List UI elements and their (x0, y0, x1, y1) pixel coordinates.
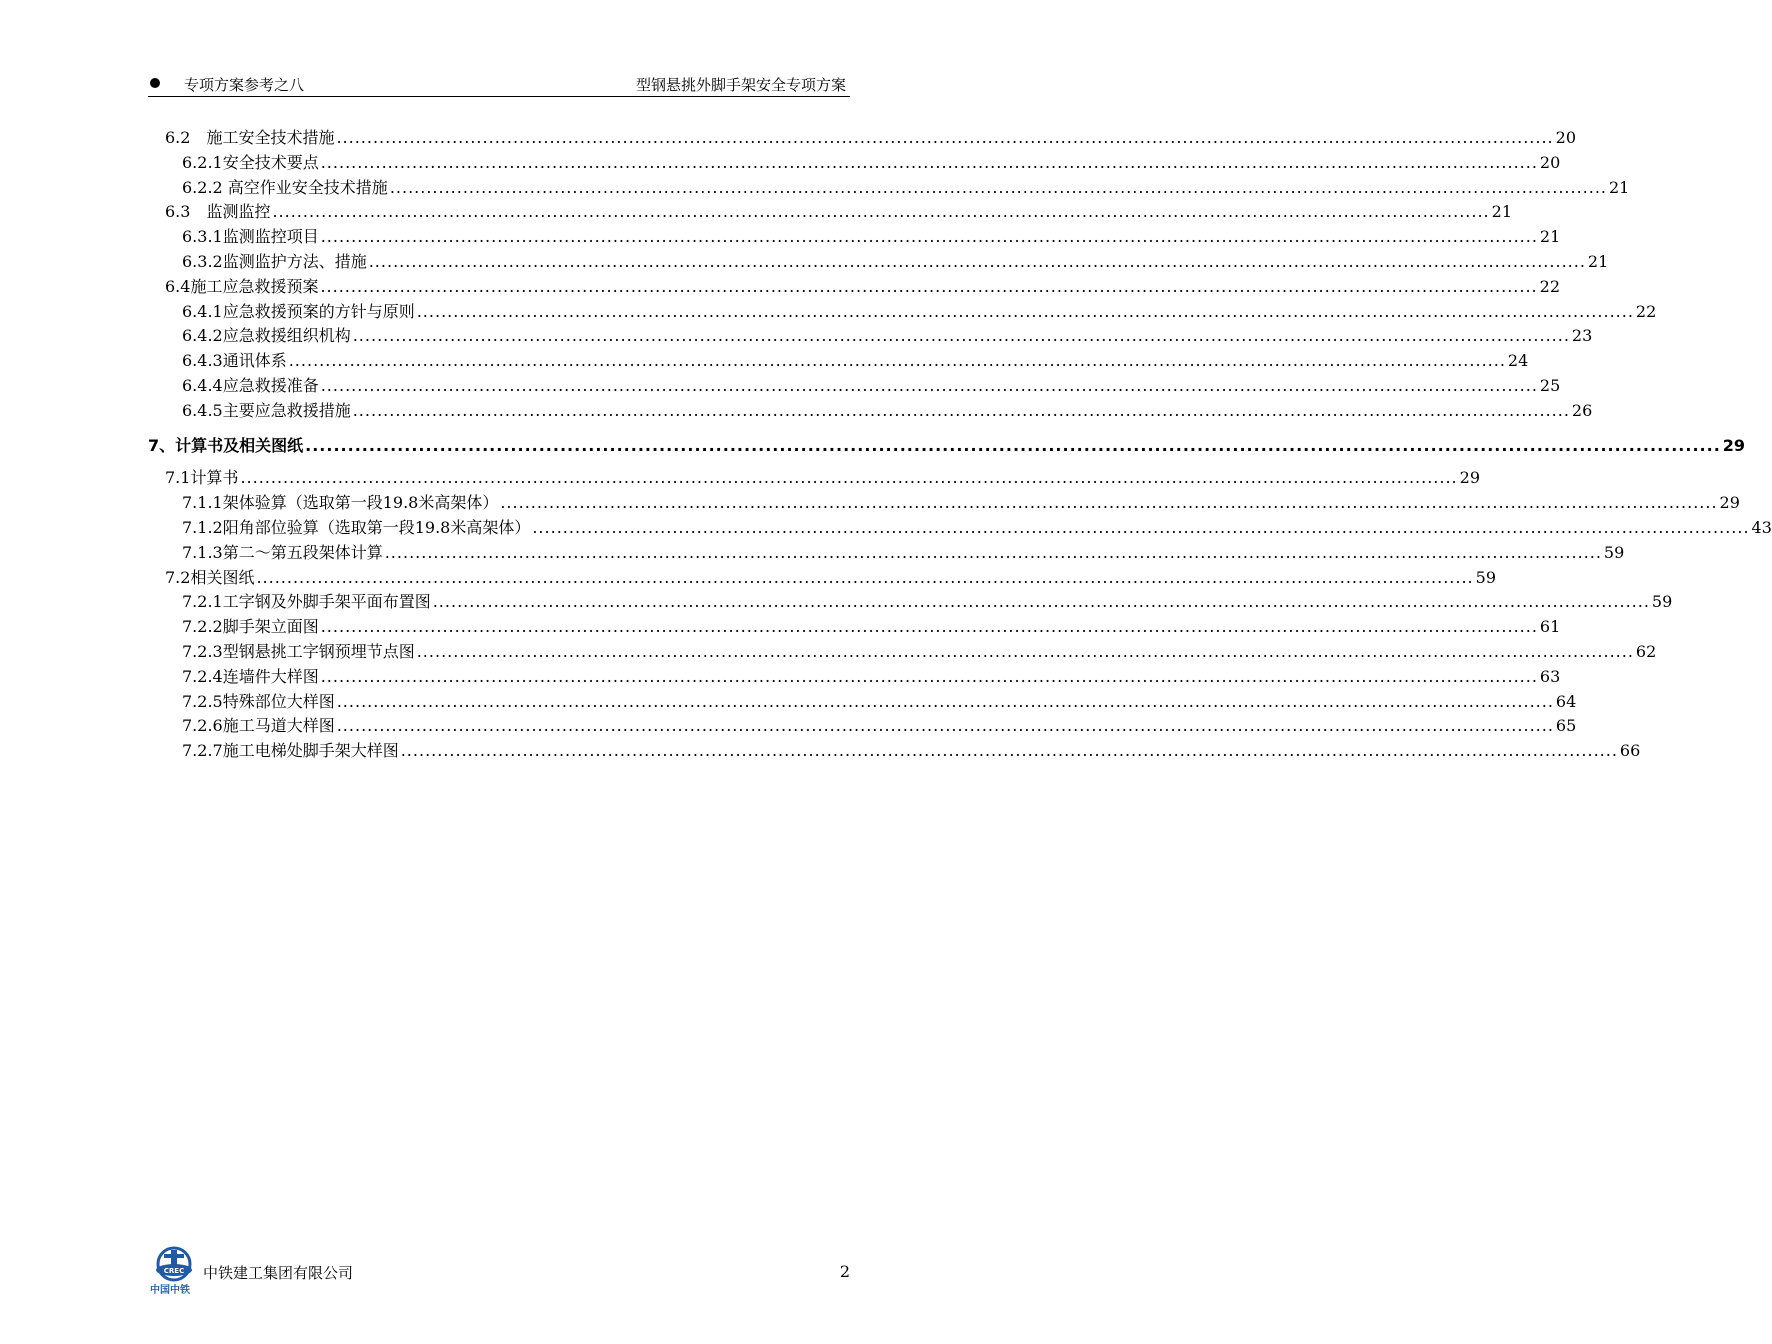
toc-entry[interactable] (182, 325, 1593, 347)
toc-leader-dots: ........................................................................................................................................................................................................ (320, 276, 1538, 296)
toc-leader-dots: ........................................................................................................................................................................................................ (400, 741, 1618, 761)
bullet-icon (150, 78, 160, 88)
toc-entry-page: 29 (1722, 435, 1746, 455)
toc-entry-title: 6.2.2 高空作业安全技术措施 (182, 177, 388, 197)
toc-entry[interactable] (165, 276, 1560, 298)
toc-entry-page: 22 (1539, 276, 1560, 296)
toc-entry-page: 20 (1539, 152, 1561, 172)
toc-entry-title: 7.2.3型钢悬挑工字钢预埋节点图 (182, 642, 415, 661)
toc-leader-dots: ........................................................................................................................................................................................................ (320, 376, 1538, 395)
toc-entry-title: 7.1.1架体验算（选取第一段19.8米高架体） (182, 493, 499, 513)
toc-leader-dots: ........................................................................................................................................................................................................ (336, 691, 1554, 711)
toc-entry-title: 6.3.1监测监控项目 (182, 227, 319, 247)
toc-entry-page: 59 (1475, 567, 1496, 587)
toc-entry-page: 43 (1751, 518, 1772, 537)
toc-entry-page: 63 (1539, 666, 1561, 686)
toc-entry-page: 21 (1539, 227, 1561, 247)
toc-entry-title: 6.3.2监测监护方法、措施 (182, 252, 367, 271)
toc-entry-title: 6.2 施工安全技术措施 (165, 128, 335, 147)
toc-entry-title: 7.2.7施工电梯处脚手架大样图 (182, 741, 399, 761)
toc-entry-page: 64 (1555, 691, 1577, 711)
toc-entry-page: 66 (1619, 741, 1641, 761)
toc-leader-dots: ........................................................................................................................................................................................................ (320, 152, 1538, 172)
toc-leader-dots: ........................................................................................................................................................................................................ (240, 468, 1458, 488)
toc-entry[interactable] (182, 591, 1673, 613)
footer-company-name: 中铁建工集团有限公司 (203, 1264, 354, 1282)
toc-entry-page: 25 (1539, 376, 1561, 395)
toc-leader-dots: ........................................................................................................................................................................................................ (416, 301, 1634, 321)
toc-leader-dots: ........................................................................................................................................................................................................ (352, 326, 1570, 346)
toc-entry-title: 6.4.2应急救援组织机构 (182, 326, 351, 346)
toc-entry[interactable] (182, 301, 1657, 323)
toc-leader-dots: ........................................................................................................................................................................................................ (368, 252, 1586, 271)
toc-entry[interactable] (182, 251, 1609, 273)
toc-leader-dots: ........................................................................................................................................................................................................ (384, 542, 1602, 562)
toc-entry-title: 7.1.2阳角部位验算（选取第一段19.8米高架体） (182, 518, 531, 537)
toc-entry-title: 7.1.3第二～第五段架体计算 (182, 542, 383, 562)
toc-entry[interactable] (182, 666, 1561, 688)
toc-entry[interactable] (182, 616, 1561, 638)
toc-entry[interactable] (182, 350, 1529, 372)
toc-entry-page: 62 (1635, 642, 1657, 661)
toc-entry-title: 6.4.5主要应急救援措施 (182, 400, 351, 420)
toc-entry[interactable] (182, 517, 1772, 539)
toc-entry-page: 29 (1719, 493, 1740, 513)
toc-entry[interactable] (182, 177, 1630, 199)
toc-leader-dots: ........................................................................................................................................................................................................ (336, 716, 1554, 736)
toc-entry-title: 7、计算书及相关图纸 (148, 435, 304, 455)
toc-entry[interactable] (165, 467, 1480, 489)
toc-leader-dots: ........................................................................................................................................................................................................ (532, 518, 1750, 537)
toc-entry-title: 7.2.5特殊部位大样图 (182, 691, 335, 711)
toc-entry[interactable] (165, 201, 1512, 223)
logo-letters: CREC (163, 1267, 185, 1275)
toc-entry-title: 7.2.1工字钢及外脚手架平面布置图 (182, 592, 431, 612)
toc-leader-dots: ........................................................................................................................................................................................................ (305, 435, 1721, 455)
toc-entry-title: 7.2相关图纸 (165, 567, 255, 587)
toc-entry-page: 21 (1587, 252, 1609, 271)
logo-caption: 中国中铁 (150, 1285, 190, 1296)
toc-entry-page: 21 (1609, 177, 1630, 197)
toc-entry[interactable] (148, 435, 1746, 457)
toc-entry[interactable] (182, 492, 1740, 514)
toc-entry-page: 61 (1539, 617, 1561, 637)
toc-leader-dots: ........................................................................................................................................................................................................ (500, 493, 1718, 513)
toc-entry[interactable] (182, 226, 1561, 248)
toc-entry-title: 6.2.1安全技术要点 (182, 152, 319, 172)
header-left-title: 专项方案参考之八 (184, 76, 305, 94)
toc-entry-title: 6.4施工应急救援预案 (165, 276, 319, 296)
toc-entry[interactable] (182, 542, 1625, 564)
toc-leader-dots: ........................................................................................................................................................................................................ (320, 666, 1538, 686)
toc-leader-dots: ........................................................................................................................................................................................................ (336, 128, 1554, 147)
toc-entry-title: 7.1计算书 (165, 468, 239, 488)
toc-entry[interactable] (165, 567, 1496, 589)
toc-entry[interactable] (182, 641, 1657, 663)
toc-entry[interactable] (165, 127, 1576, 149)
toc-leader-dots: ........................................................................................................................................................................................................ (256, 567, 1474, 587)
toc-entry[interactable] (182, 400, 1593, 422)
page-header (148, 72, 850, 97)
toc-entry-page: 59 (1651, 592, 1673, 612)
toc-leader-dots: ........................................................................................................................................................................................................ (389, 177, 1607, 197)
toc-entry-page: 21 (1491, 202, 1512, 222)
toc-entry-title: 7.2.4连墙件大样图 (182, 666, 319, 686)
toc-entry[interactable] (182, 375, 1561, 397)
toc-entry[interactable] (182, 152, 1561, 174)
toc-leader-dots: ........................................................................................................................................................................................................ (272, 202, 1490, 222)
toc-entry-title: 6.4.4应急救援准备 (182, 376, 319, 395)
toc-entry-title: 7.2.2脚手架立面图 (182, 617, 319, 637)
toc-entry-title: 7.2.6施工马道大样图 (182, 716, 335, 736)
toc-entry-page: 26 (1571, 400, 1593, 420)
toc-entry-page: 22 (1635, 301, 1657, 321)
toc-entry-page: 65 (1555, 716, 1577, 736)
toc-leader-dots: ........................................................................................................................................................................................................ (320, 227, 1538, 247)
toc-entry-page: 20 (1555, 128, 1576, 147)
toc-leader-dots: ........................................................................................................................................................................................................ (416, 642, 1634, 661)
toc-entry[interactable] (182, 740, 1641, 762)
toc-entry-page: 29 (1459, 468, 1480, 488)
footer-page-number: 2 (839, 1262, 850, 1281)
toc-leader-dots: ........................................................................................................................................................................................................ (352, 400, 1570, 420)
header-right-title: 型钢悬挑外脚手架安全专项方案 (635, 76, 846, 94)
toc-entry[interactable] (182, 691, 1577, 713)
toc-leader-dots: ........................................................................................................................................................................................................ (432, 592, 1650, 612)
toc-entry-page: 59 (1603, 542, 1625, 562)
toc-entry-title: 6.4.1应急救援预案的方针与原则 (182, 301, 415, 321)
toc-entry[interactable] (182, 715, 1577, 737)
toc-entry-page: 24 (1507, 351, 1529, 371)
toc-leader-dots: ........................................................................................................................................................................................................ (288, 351, 1506, 371)
toc-entry-title: 6.3 监测监控 (165, 202, 271, 222)
toc-entry-page: 23 (1571, 326, 1593, 346)
toc-entry-title: 6.4.3通讯体系 (182, 351, 287, 371)
toc-leader-dots: ........................................................................................................................................................................................................ (320, 617, 1538, 637)
